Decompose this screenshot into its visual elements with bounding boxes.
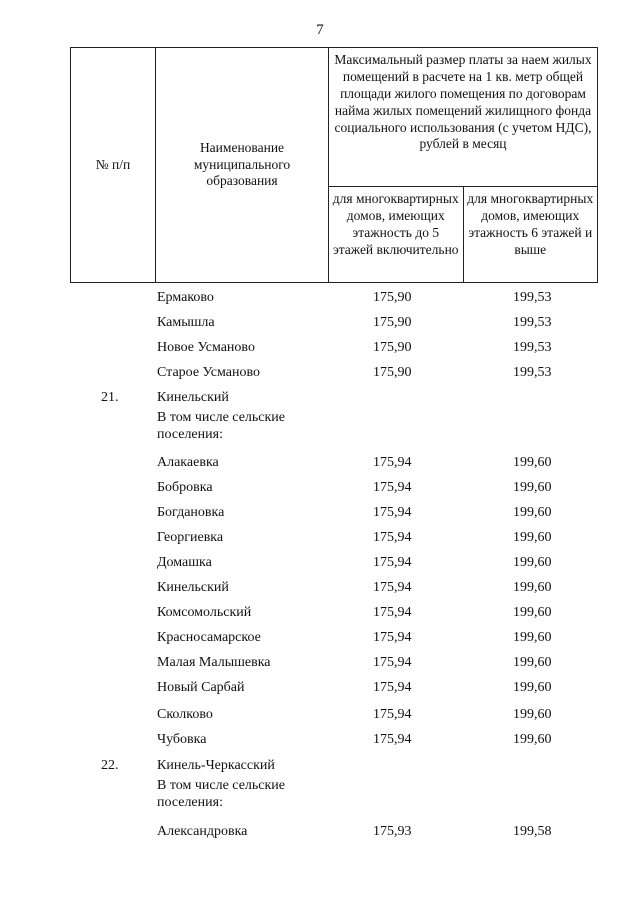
row-name: Камышла bbox=[157, 315, 215, 330]
row-value-6-plus: 199,60 bbox=[513, 505, 552, 520]
row-value-6-plus: 199,53 bbox=[513, 290, 552, 305]
row-value-6-plus: 199,60 bbox=[513, 455, 552, 470]
row-name: Кинель-Черкасский bbox=[157, 758, 275, 773]
row-value-up-to-5: 175,90 bbox=[373, 290, 412, 305]
header-max-price: Максимальный размер платы за наем жилых помещений в расчете на 1 кв. метр общей площади жилого помещения по договорам найма жилых помещений жилищного фонда социального использования (с учетом НДС), рублей в месяц bbox=[329, 48, 598, 187]
row-value-6-plus: 199,60 bbox=[513, 732, 552, 747]
row-value-6-plus: 199,60 bbox=[513, 630, 552, 645]
row-value-up-to-5: 175,90 bbox=[373, 340, 412, 355]
row-name: Комсомольский bbox=[157, 605, 252, 620]
row-value-6-plus: 199,60 bbox=[513, 680, 552, 695]
row-value-6-plus: 199,60 bbox=[513, 707, 552, 722]
row-value-up-to-5: 175,94 bbox=[373, 505, 412, 520]
row-name: Александровка bbox=[157, 824, 248, 839]
row-name: Новое Усманово bbox=[157, 340, 255, 355]
row-name: Малая Малышевка bbox=[157, 655, 271, 670]
row-name: Чубовка bbox=[157, 732, 207, 747]
row-value-6-plus: 199,53 bbox=[513, 315, 552, 330]
page-number: 7 bbox=[316, 22, 324, 38]
row-name: В том числе сельские поселения: bbox=[157, 410, 286, 442]
header-up-to-5-floors: для многоквартирных домов, имеющих этажность до 5 этажей включительно bbox=[329, 187, 464, 283]
row-value-up-to-5: 175,94 bbox=[373, 655, 412, 670]
row-value-6-plus: 199,53 bbox=[513, 340, 552, 355]
row-name: Красносамарское bbox=[157, 630, 261, 645]
row-value-6-plus: 199,60 bbox=[513, 580, 552, 595]
row-name: Домашка bbox=[157, 555, 212, 570]
row-name: Кинельский bbox=[157, 390, 229, 405]
row-value-up-to-5: 175,94 bbox=[373, 530, 412, 545]
row-value-up-to-5: 175,94 bbox=[373, 480, 412, 495]
header-number: № п/п bbox=[71, 48, 156, 283]
header-name: Наименование муниципального образования bbox=[156, 48, 329, 283]
row-value-6-plus: 199,58 bbox=[513, 824, 552, 839]
row-value-up-to-5: 175,90 bbox=[373, 315, 412, 330]
table-header bbox=[70, 47, 598, 283]
row-name: Богдановка bbox=[157, 505, 225, 520]
row-value-up-to-5: 175,90 bbox=[373, 365, 412, 380]
row-value-up-to-5: 175,94 bbox=[373, 732, 412, 747]
row-number: 21. bbox=[101, 390, 119, 405]
row-value-6-plus: 199,60 bbox=[513, 605, 552, 620]
row-name: Ермаково bbox=[157, 290, 214, 305]
row-name: Алакаевка bbox=[157, 455, 219, 470]
row-name: Георгиевка bbox=[157, 530, 224, 545]
row-value-6-plus: 199,53 bbox=[513, 365, 552, 380]
row-value-6-plus: 199,60 bbox=[513, 555, 552, 570]
row-value-up-to-5: 175,94 bbox=[373, 555, 412, 570]
header-6-floors-and-above: для многоквартирных домов, имеющих этажность 6 этажей и выше bbox=[463, 187, 598, 283]
row-name: Новый Сарбай bbox=[157, 680, 245, 695]
row-name: Старое Усманово bbox=[157, 365, 260, 380]
row-name: Сколково bbox=[157, 707, 213, 722]
row-value-6-plus: 199,60 bbox=[513, 655, 552, 670]
row-value-6-plus: 199,60 bbox=[513, 480, 552, 495]
row-value-6-plus: 199,60 bbox=[513, 530, 552, 545]
row-name: Бобровка bbox=[157, 480, 213, 495]
row-number: 22. bbox=[101, 758, 119, 773]
row-value-up-to-5: 175,94 bbox=[373, 455, 412, 470]
row-value-up-to-5: 175,94 bbox=[373, 707, 412, 722]
row-value-up-to-5: 175,94 bbox=[373, 630, 412, 645]
row-value-up-to-5: 175,94 bbox=[373, 680, 412, 695]
row-value-up-to-5: 175,93 bbox=[373, 824, 412, 839]
row-value-up-to-5: 175,94 bbox=[373, 580, 412, 595]
row-name: Кинельский bbox=[157, 580, 229, 595]
row-value-up-to-5: 175,94 bbox=[373, 605, 412, 620]
row-name: В том числе сельские поселения: bbox=[157, 778, 286, 810]
